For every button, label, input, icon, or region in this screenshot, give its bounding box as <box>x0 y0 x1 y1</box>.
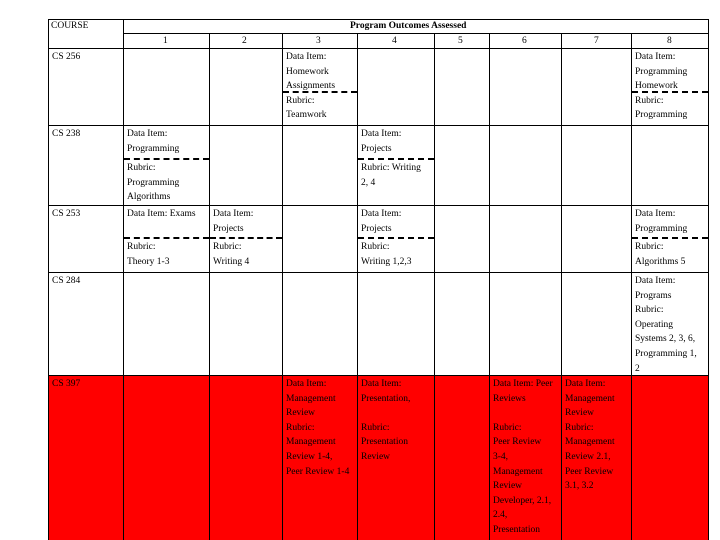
cs238-c1-divider <box>124 158 209 160</box>
cs256-c3-divider <box>283 91 357 93</box>
column-header-3: 3 <box>316 36 321 46</box>
row-course-cs284: CS 284 <box>52 276 81 286</box>
cs253-outcome-8-data: Data Item: Programming <box>635 209 688 234</box>
table-title: Program Outcomes Assessed <box>350 21 467 31</box>
cs238-outcome-1-data: Data Item: Programming <box>127 129 180 154</box>
cs238-c4-divider <box>358 158 434 160</box>
column-header-6: 6 <box>522 36 527 46</box>
cs253-outcome-2-data: Data Item: Projects <box>213 209 254 234</box>
row-course-cs253: CS 253 <box>52 209 81 219</box>
cs253-c4-divider <box>358 237 434 239</box>
column-header-2: 2 <box>242 36 247 46</box>
cs397-outcome-7: Data Item: Management Review Rubric: Management Review 2.1, Peer Review 3.1, 3.2 <box>565 379 615 492</box>
cs284-outcome-8: Data Item: Programs Rubric: Operating Systems 2, 3, 6, Programming 1, 2 <box>635 276 697 374</box>
cs238-outcome-4-data: Data Item: Projects <box>361 129 402 154</box>
column-header-1: 1 <box>163 36 168 46</box>
cs397-outcome-6: Data Item: Peer Reviews Rubric: Peer Review 3-4, Management Review Developer, 2.1, 2.4, Presentation <box>493 379 553 535</box>
row-course-cs238: CS 238 <box>52 129 81 139</box>
column-header-4: 4 <box>392 36 397 46</box>
cs256-c8-divider <box>632 91 708 93</box>
cs238-outcome-1-rubric: Rubric: Programming Algorithms <box>127 163 180 203</box>
cs253-c1-divider <box>124 237 209 239</box>
cs238-outcome-4-rubric: Rubric: Writing 2, 4 <box>361 163 421 188</box>
cs253-outcome-8-rubric: Rubric: Algorithms 5 <box>635 242 686 267</box>
row-course-cs256: CS 256 <box>52 52 81 62</box>
column-header-7: 7 <box>594 36 599 46</box>
course-header: COURSE <box>51 21 89 31</box>
cs253-outcome-1-rubric: Rubric: Theory 1-3 <box>127 242 170 267</box>
cs253-c2-divider <box>210 237 282 239</box>
column-header-5: 5 <box>458 36 463 46</box>
cs256-outcome-8: Data Item: Programming Homework Rubric: Programming <box>635 52 688 121</box>
cs397-outcome-4: Data Item: Presentation, Rubric: Presentation Review <box>361 379 411 462</box>
cs253-outcome-4-data: Data Item: Projects <box>361 209 402 234</box>
cs253-outcome-1-data: Data Item: Exams <box>127 209 196 219</box>
cs253-outcome-2-rubric: Rubric: Writing 4 <box>213 242 250 267</box>
cs253-c8-divider <box>632 237 708 239</box>
row-course-cs397: CS 397 <box>52 379 81 389</box>
cs253-outcome-4-rubric: Rubric: Writing 1,2,3 <box>361 242 412 267</box>
cs397-outcome-3: Data Item: Management Review Rubric: Management Review 1-4, Peer Review 1-4 <box>286 379 350 477</box>
cs256-outcome-3: Data Item: Homework Assignments Rubric: Teamwork <box>286 52 336 121</box>
column-header-8: 8 <box>667 36 672 46</box>
